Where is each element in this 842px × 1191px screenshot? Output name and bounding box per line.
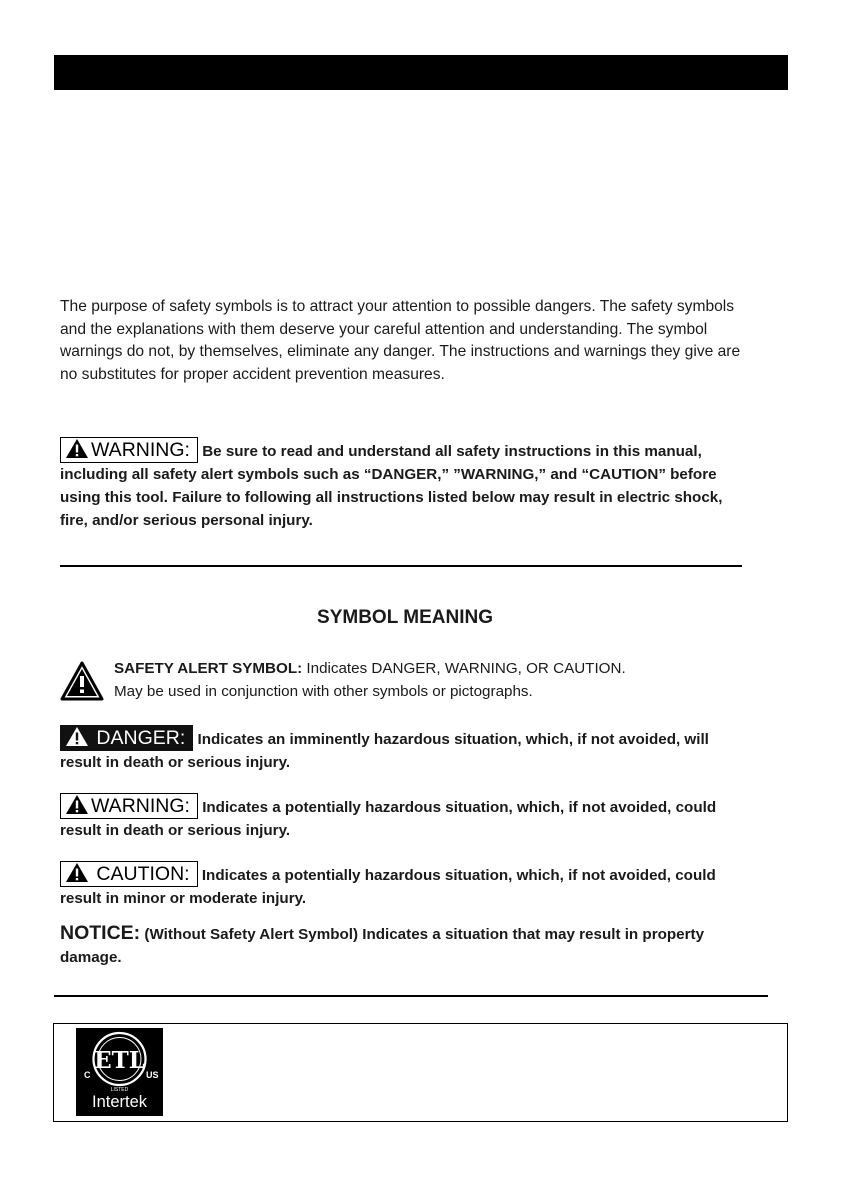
caution-row <box>60 861 750 910</box>
notice-text: (Without Safety Alert Symbol) Indicates a situation that may result in property damage. <box>60 926 705 966</box>
notice-row <box>60 922 750 969</box>
warning-text: Indicates a potentially hazardous situation, which, if not avoided, could result in death or serious injury. <box>60 799 717 839</box>
caution-text: Indicates a potentially hazardous situation, which, if not avoided, could result in minor or moderate injury. <box>60 867 716 907</box>
header-bar <box>54 55 788 90</box>
warning-triangle-icon <box>65 794 89 815</box>
caution-label-text: CAUTION: <box>96 863 190 885</box>
warning-triangle-icon <box>65 726 89 747</box>
warning-row <box>60 793 750 842</box>
caution-label-box <box>60 861 198 887</box>
intro-paragraph <box>60 296 750 386</box>
etl-mark-graphic <box>76 1028 163 1094</box>
etl-certification-logo <box>76 1028 163 1116</box>
etl-listed-word: LISTED <box>110 1087 129 1093</box>
warning-triangle-icon <box>60 661 104 701</box>
danger-row <box>60 725 750 774</box>
danger-text: Indicates an imminently hazardous situation, which, if not avoided, will result in death or serious injury. <box>60 731 709 771</box>
safety-alert-line1: Indicates DANGER, WARNING, OR CAUTION. <box>306 660 626 677</box>
warning-label-text: WARNING: <box>91 439 190 461</box>
safety-alert-line2: May be used in conjunction with other symbols or pictographs. <box>114 682 533 700</box>
section-title: SYMBOL MEANING <box>317 607 493 628</box>
warning-triangle-icon <box>65 862 89 883</box>
warning-label-text: WARNING: <box>91 795 190 817</box>
certification-box <box>53 1023 788 1122</box>
divider-top <box>60 565 742 567</box>
safety-alert-label: SAFETY ALERT SYMBOL: <box>114 660 303 677</box>
danger-label-text: DANGER: <box>96 727 186 749</box>
warning-label-box <box>60 437 198 463</box>
intertek-wordmark: Intertek <box>91 1093 148 1111</box>
etl-right-letters: US <box>146 1070 159 1080</box>
warning-notice <box>60 437 750 532</box>
etl-left-letter: C <box>84 1070 91 1080</box>
warning-triangle-icon <box>65 438 89 459</box>
etl-mark-text: ETL <box>94 1047 145 1074</box>
warning-notice-text: Be sure to read and understand all safety instructions in this manual, including all safety alert symbols such as “DANGER,” ”WARNING,” and “CAUTION” before using this tool. Failure to following all instructions listed below may result in electric shock, fire, and/or serious personal injury. <box>60 443 723 529</box>
danger-label-box <box>60 725 193 751</box>
safety-alert-row <box>60 658 750 703</box>
intro-text: The purpose of safety symbols is to attract your attention to possible dangers. The safety symbols and the explanations with them deserve your careful attention and understanding. The symbol warnings do not, by themselves, eliminate any danger. The instructions and warnings they give are no substitutes for proper accident prevention measures. <box>60 298 741 383</box>
notice-label: NOTICE: <box>60 922 141 944</box>
divider-bottom <box>54 995 768 997</box>
warning-label-box <box>60 793 198 819</box>
